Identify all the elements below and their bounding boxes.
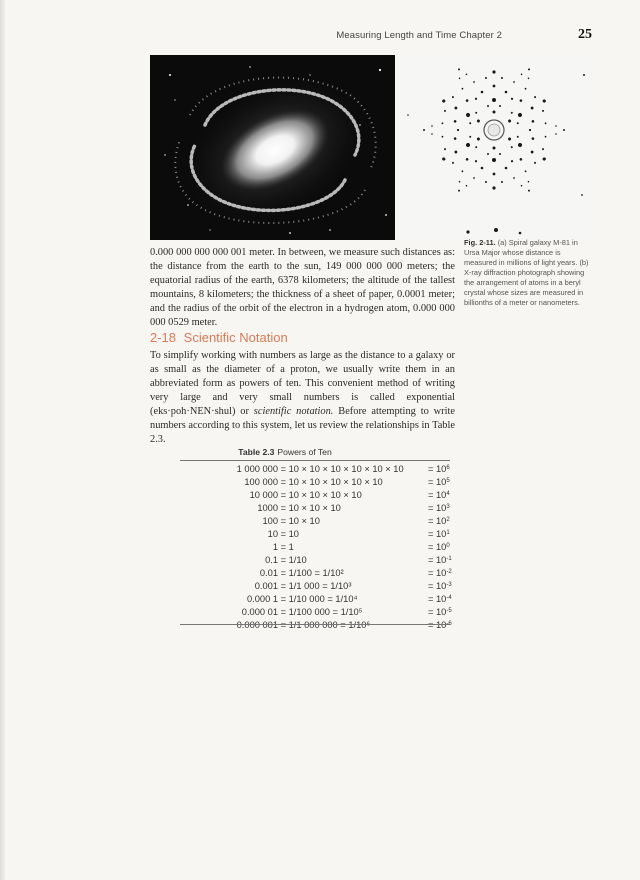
table-row — [150, 593, 478, 606]
table-row — [150, 489, 478, 502]
equals-sign: = — [278, 568, 289, 578]
power-base: 10 — [436, 594, 447, 604]
row-power — [428, 541, 478, 554]
equals-sign: = — [428, 477, 437, 487]
power-exponent: -5 — [446, 608, 452, 614]
power-exponent: 4 — [446, 491, 450, 497]
equals-sign: = — [428, 568, 437, 578]
row-value: 100 000 — [244, 477, 278, 487]
row-power — [428, 580, 478, 593]
power-base: 10 — [436, 555, 447, 565]
xray-diffraction-image — [400, 55, 588, 240]
equals-sign: = — [428, 464, 437, 474]
equals-sign: = — [428, 607, 437, 617]
power-base: 10 — [436, 503, 447, 513]
page-header — [0, 29, 640, 45]
row-power — [428, 593, 478, 606]
equals-sign: = — [428, 555, 437, 565]
power-exponent: -4 — [446, 595, 452, 601]
powers-of-ten-table — [150, 463, 478, 632]
row-expansion — [278, 528, 428, 541]
equals-sign: = — [428, 620, 437, 630]
equals-sign: = — [278, 620, 289, 630]
power-exponent: -2 — [446, 569, 452, 575]
power-exponent: -3 — [446, 582, 452, 588]
table-row — [150, 541, 478, 554]
row-expansion-text: 10 × 10 × 10 × 10 × 10 × 10 — [288, 464, 404, 474]
row-expansion-text: 10 × 10 × 10 — [288, 503, 341, 513]
power-base: 10 — [436, 581, 447, 591]
table-row — [150, 606, 478, 619]
power-base: 10 — [436, 542, 447, 552]
body-paragraph-2 — [150, 349, 455, 447]
row-expansion — [278, 463, 428, 476]
row-value: 0.001 — [254, 581, 278, 591]
power-exponent: 6 — [446, 465, 450, 471]
caption-part-b-mark: (b) — [579, 258, 589, 267]
row-expansion-text: 10 × 10 × 10 × 10 × 10 — [288, 477, 383, 487]
power-exponent: 2 — [446, 517, 450, 523]
row-expansion-text: 1/100 000 = 1/10⁵ — [288, 607, 363, 617]
table-bottom-rule — [180, 624, 450, 625]
equals-sign: = — [278, 607, 289, 617]
table-title — [150, 447, 420, 457]
power-exponent: 1 — [446, 530, 450, 536]
table-row — [150, 567, 478, 580]
row-expansion — [278, 489, 428, 502]
figure-caption — [464, 238, 590, 308]
equals-sign: = — [278, 581, 289, 591]
galaxy-image — [150, 55, 395, 240]
table-row — [150, 528, 478, 541]
equals-sign: = — [428, 516, 437, 526]
equals-sign: = — [278, 516, 289, 526]
row-power — [428, 489, 478, 502]
caption-part-a-mark: (a) — [497, 238, 507, 247]
row-value: 0.000 001 — [236, 620, 278, 630]
caption-part-a: Spiral galaxy M-81 in Ursa Major whose distance is measured in millions of light years. — [464, 238, 580, 267]
table-row — [150, 619, 478, 632]
caption-part-b: X-ray diffraction photograph showing the arrangement of atoms in a beryl crystal whose sizes are measured in billionths of a meter or nanometers. — [464, 268, 585, 307]
equals-sign: = — [428, 529, 437, 539]
row-power — [428, 567, 478, 580]
table-row — [150, 463, 478, 476]
scientific-notation-term: scientific notation. — [253, 406, 334, 417]
row-value: 1 — [272, 542, 278, 552]
row-expansion-text: 10 × 10 — [288, 516, 320, 526]
row-expansion — [278, 619, 428, 632]
row-expansion-text: 1/1 000 000 = 1/10⁶ — [288, 620, 371, 630]
table-row — [150, 515, 478, 528]
row-value: 0.000 01 — [241, 607, 278, 617]
power-base: 10 — [436, 529, 447, 539]
galaxy-photo — [150, 55, 395, 240]
row-power — [428, 619, 478, 632]
row-expansion — [278, 554, 428, 567]
row-expansion-text: 1/10 000 = 1/10⁴ — [288, 594, 358, 604]
table-row — [150, 580, 478, 593]
row-power — [428, 463, 478, 476]
row-expansion — [278, 606, 428, 619]
section-title: Scientific Notation — [183, 330, 288, 345]
equals-sign: = — [278, 555, 289, 565]
row-power — [428, 528, 478, 541]
table-caption: Powers of Ten — [277, 447, 332, 457]
figure-label: Fig. 2-11. — [464, 238, 496, 247]
row-power — [428, 502, 478, 515]
table-row — [150, 502, 478, 515]
equals-sign: = — [278, 542, 289, 552]
page-gutter-shadow — [0, 0, 6, 880]
table-row — [150, 476, 478, 489]
power-exponent: -1 — [446, 556, 452, 562]
power-base: 10 — [436, 607, 447, 617]
equals-sign: = — [428, 503, 437, 513]
row-value: 100 — [262, 516, 278, 526]
power-base: 10 — [436, 490, 447, 500]
equals-sign: = — [428, 594, 437, 604]
row-expansion-text: 1/100 = 1/10² — [288, 568, 344, 578]
equals-sign: = — [278, 464, 289, 474]
section-heading — [150, 330, 288, 345]
power-base: 10 — [436, 464, 447, 474]
row-expansion — [278, 541, 428, 554]
row-value: 10 — [267, 529, 278, 539]
power-exponent: 5 — [446, 478, 450, 484]
page-number: 25 — [578, 27, 592, 42]
para-2-text-b: Before attempting to write numbers according to this system, let us review the relationships in Table 2.3. — [150, 406, 455, 445]
row-expansion-text: 10 × 10 × 10 × 10 — [288, 490, 362, 500]
row-value: 0.000 1 — [246, 594, 278, 604]
row-expansion — [278, 593, 428, 606]
row-expansion-text: 1/1 000 = 1/10³ — [288, 581, 352, 591]
row-expansion — [278, 476, 428, 489]
equals-sign: = — [278, 503, 289, 513]
row-expansion — [278, 580, 428, 593]
row-power — [428, 554, 478, 567]
row-value: 0.01 — [259, 568, 278, 578]
row-expansion-text: 10 — [288, 529, 299, 539]
equals-sign: = — [428, 490, 437, 500]
section-number: 2-18 — [150, 330, 177, 345]
power-base: 10 — [436, 620, 447, 630]
row-value: 10 000 — [249, 490, 278, 500]
row-expansion-text: 1/10 — [288, 555, 307, 565]
table-row — [150, 554, 478, 567]
table-top-rule — [180, 460, 450, 461]
table-label: Table 2.3 — [238, 447, 275, 457]
equals-sign: = — [278, 594, 289, 604]
row-power — [428, 476, 478, 489]
row-expansion — [278, 567, 428, 580]
equals-sign: = — [428, 581, 437, 591]
row-value: 1000 — [257, 503, 278, 513]
power-base: 10 — [436, 568, 447, 578]
row-expansion — [278, 515, 428, 528]
row-expansion — [278, 502, 428, 515]
running-head: Measuring Length and Time Chapter 2 — [336, 30, 502, 41]
equals-sign: = — [428, 542, 437, 552]
body-paragraph-1: 0.000 000 000 000 001 meter. In between, we measure such distances as: the distance from the earth to the sun, 149 000 000 000 meters; the equatorial radius of the earth, 6378 kilometers; the altitude of the tallest mountains, 8 kilometers; the thickness of a sheet of paper, 0.0001 meter; and the radius of the orbit of the electron in a hydrogen atom, 0.000 000 000 0529 meter. — [150, 247, 455, 328]
equals-sign: = — [278, 477, 289, 487]
equals-sign: = — [278, 490, 289, 500]
power-exponent: 3 — [446, 504, 450, 510]
row-value: 0.1 — [265, 555, 278, 565]
row-power — [428, 606, 478, 619]
power-exponent: -6 — [446, 621, 452, 627]
equals-sign: = — [278, 529, 289, 539]
row-expansion-text: 1 — [288, 542, 294, 552]
xray-diffraction-photo — [400, 55, 588, 240]
row-value: 1 000 000 — [236, 464, 278, 474]
power-exponent: 0 — [446, 543, 450, 549]
power-base: 10 — [436, 516, 447, 526]
power-base: 10 — [436, 477, 447, 487]
row-power — [428, 515, 478, 528]
para-2-text-a: To simplify working with numbers as large as the distance to a galaxy or as small as the diameter of a proton, we usually write them in an abbreviated form as powers of ten. This convenient method of writing very large and very small numbers is called exponential (eks·poh·NEN·shul) or — [150, 350, 455, 417]
